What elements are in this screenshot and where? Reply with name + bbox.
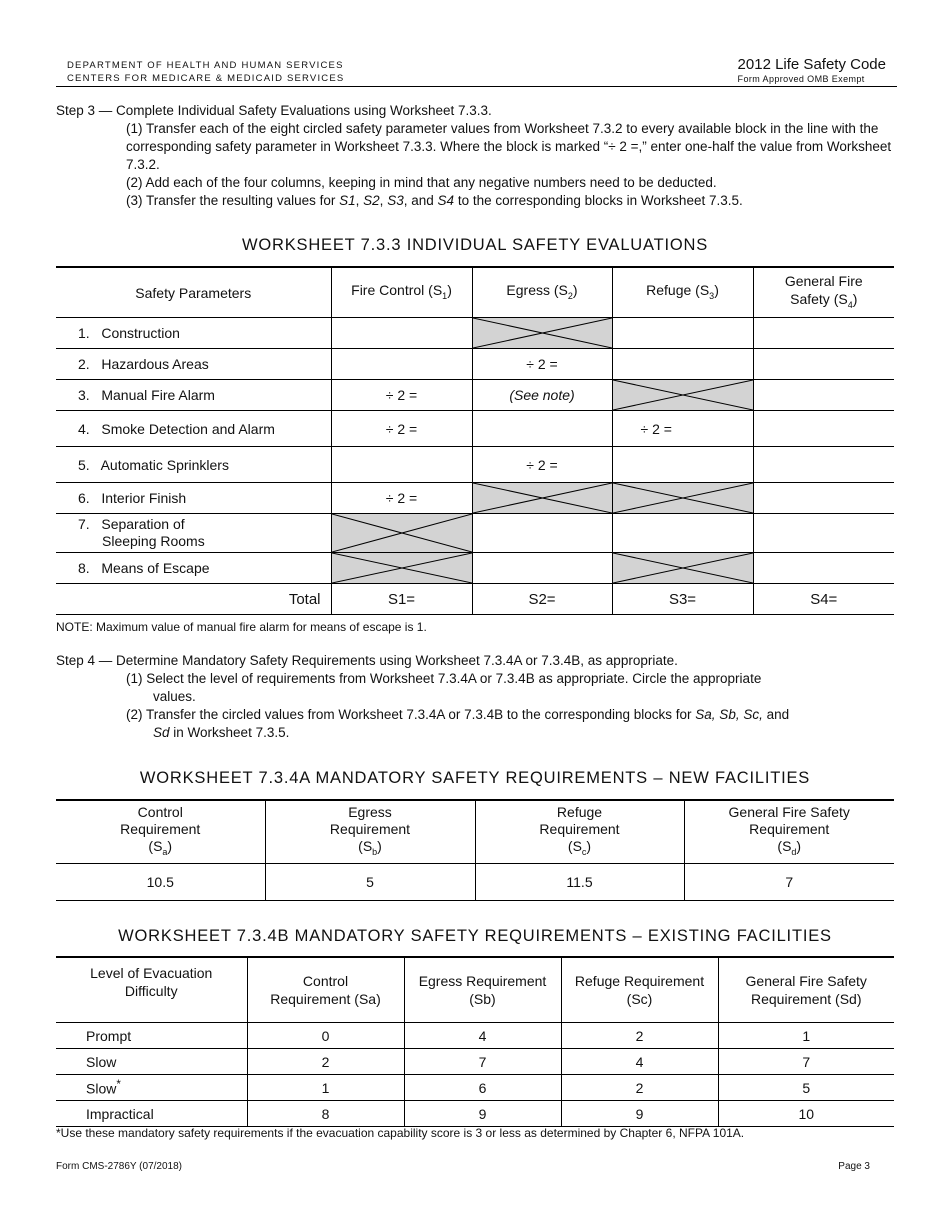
ws734b-table — [56, 956, 894, 1127]
col-general-fire-safety: General Fire Safety $(S_4)$ — [753, 267, 894, 318]
entry-cell[interactable] — [612, 318, 753, 349]
value-sa[interactable]: 8 — [247, 1101, 404, 1127]
entry-cell[interactable] — [331, 349, 472, 380]
value-sb[interactable]: 4 — [404, 1023, 561, 1049]
ws734b-header-row — [56, 957, 894, 1023]
table-row — [56, 864, 894, 901]
step3-intro: Complete Individual Safety Evaluations using Worksheet 7.3.3. — [116, 103, 492, 118]
entry-cell[interactable] — [612, 447, 753, 483]
entry-cell-half[interactable]: ÷ 2 = — [472, 447, 612, 483]
entry-cell-half[interactable]: ÷ 2 = — [331, 380, 472, 411]
step4-intro: Determine Mandatory Safety Requirements using Worksheet 7.3.4A or 7.3.4B, as appropriate. — [116, 653, 678, 668]
value-sd[interactable]: 10 — [718, 1101, 894, 1127]
value-sd[interactable]: 5 — [718, 1075, 894, 1101]
table-row — [56, 349, 894, 380]
value-sb[interactable]: 5 — [265, 864, 475, 901]
value-sc[interactable]: 4 — [561, 1049, 718, 1075]
parameter-label: 7. Separation of Sleeping Rooms — [56, 514, 331, 553]
step3-item3: (3) Transfer the resulting values for S1, S2, S3, and S4 to the corresponding blocks in Worksheet 7.3.5. — [126, 193, 743, 208]
ws733-note: NOTE: Maximum value of manual fire alarm for means of escape is 1. — [56, 620, 427, 634]
entry-cell-half[interactable]: ÷ 2 = — [472, 349, 612, 380]
value-sc[interactable]: 9 — [561, 1101, 718, 1127]
entry-cell[interactable] — [753, 380, 894, 411]
parameter-label: 2. Hazardous Areas — [56, 349, 331, 380]
step3-label: Step 3 — — [56, 103, 113, 118]
col-evacuation-difficulty: Level of Evacuation Difficulty — [56, 957, 247, 1023]
entry-cell[interactable] — [331, 318, 472, 349]
parameter-label: 5. Automatic Sprinklers — [56, 447, 331, 483]
step4-item1: (1) Select the level of requirements from Worksheet 7.3.4A or 7.3.4B as appropriate. Circle the appropriate — [126, 671, 762, 686]
total-s3[interactable]: S3= — [612, 584, 753, 615]
see-note-cell[interactable]: (See note) — [472, 380, 612, 411]
blocked-cell — [612, 380, 753, 411]
entry-cell[interactable] — [331, 447, 472, 483]
ws734b-footnote: *Use these mandatory safety requirements if the evacuation capability score is 3 or less as determined by Chapter 6, NFPA 101A. — [56, 1126, 745, 1140]
doc-header — [738, 56, 886, 84]
total-row — [56, 584, 894, 615]
value-sa[interactable]: 0 — [247, 1023, 404, 1049]
table-row — [56, 483, 894, 514]
table-row — [56, 318, 894, 349]
value-sb[interactable]: 9 — [404, 1101, 561, 1127]
table-row — [56, 1101, 894, 1127]
entry-cell[interactable] — [472, 553, 612, 584]
value-sc[interactable]: 2 — [561, 1075, 718, 1101]
table-row — [56, 514, 894, 553]
level-slow: Slow — [56, 1049, 247, 1075]
header-rule — [56, 86, 897, 87]
blocked-cell — [331, 553, 472, 584]
col-general-fire-safety-requirement: General Fire Safety Requirement $(S_d)$ — [684, 800, 894, 864]
entry-cell[interactable] — [612, 514, 753, 553]
blocked-cell — [612, 553, 753, 584]
col-egress: Egress $(S_2)$ — [472, 267, 612, 318]
value-sd[interactable]: 7 — [684, 864, 894, 901]
level-slow-starred: Slow* — [56, 1075, 247, 1101]
ws733-header-row — [56, 267, 894, 318]
agency-header — [67, 59, 344, 85]
col-control-requirement: Control Requirement $(S_a)$ — [56, 800, 265, 864]
ws734a-header-row — [56, 800, 894, 864]
entry-cell[interactable] — [753, 553, 894, 584]
entry-cell-half[interactable]: ÷ 2 = — [331, 411, 472, 447]
value-sa[interactable]: 2 — [247, 1049, 404, 1075]
ws734b-title: WORKSHEET 7.3.4B MANDATORY SAFETY REQUIREMENTS – EXISTING FACILITIES — [118, 927, 832, 945]
value-sa[interactable]: 10.5 — [56, 864, 265, 901]
blocked-cell — [472, 483, 612, 514]
col-control-requirement: Control Requirement (Sa) — [247, 957, 404, 1023]
cms-name: CENTERS FOR MEDICARE & MEDICAID SERVICES — [67, 73, 345, 84]
ws734a-table — [56, 799, 894, 901]
entry-cell[interactable] — [472, 411, 612, 447]
col-egress-requirement: Egress Requirement $(S_b)$ — [265, 800, 475, 864]
entry-cell[interactable] — [753, 411, 894, 447]
value-sd[interactable]: 7 — [718, 1049, 894, 1075]
table-row — [56, 553, 894, 584]
ws734a-title: WORKSHEET 7.3.4A MANDATORY SAFETY REQUIREMENTS – NEW FACILITIES — [139, 769, 811, 787]
step4-label: Step 4 — — [56, 653, 113, 668]
total-s2[interactable]: S2= — [472, 584, 612, 615]
entry-cell[interactable] — [753, 514, 894, 553]
col-egress-requirement: Egress Requirement (Sb) — [404, 957, 561, 1023]
entry-cell[interactable] — [472, 514, 612, 553]
omb-status: Form Approved OMB Exempt — [737, 74, 865, 84]
entry-cell[interactable] — [612, 349, 753, 380]
parameter-label: 3. Manual Fire Alarm — [56, 380, 331, 411]
blocked-cell — [612, 483, 753, 514]
col-fire-control: Fire Control $(S_1)$ — [331, 267, 472, 318]
dept-name: DEPARTMENT OF HEALTH AND HUMAN SERVICES — [67, 60, 344, 71]
value-sb[interactable]: 7 — [404, 1049, 561, 1075]
entry-cell[interactable] — [753, 483, 894, 514]
entry-cell[interactable] — [753, 318, 894, 349]
step3-instructions — [56, 102, 901, 210]
col-refuge-requirement: Refuge Requirement (Sc) — [561, 957, 718, 1023]
value-sa[interactable]: 1 — [247, 1075, 404, 1101]
doc-title: 2012 Life Safety Code — [737, 56, 886, 73]
ws733-title: WORKSHEET 7.3.3 INDIVIDUAL SAFETY EVALUATIONS — [241, 236, 709, 254]
value-sc[interactable]: 2 — [561, 1023, 718, 1049]
blocked-cell — [472, 318, 612, 349]
table-row — [56, 1049, 894, 1075]
blocked-cell — [331, 514, 472, 553]
table-row — [56, 1075, 894, 1101]
step4-item2: (2) Transfer the circled values from Worksheet 7.3.4A or 7.3.4B to the corresponding blocks for Sa, Sb, Sc, and — [126, 707, 790, 722]
table-row — [56, 380, 894, 411]
step3-item2: (2) Add each of the four columns, keeping in mind that any negative numbers need to be deducted. — [126, 175, 717, 190]
table-row — [56, 1023, 894, 1049]
value-sb[interactable]: 6 — [404, 1075, 561, 1101]
total-s1[interactable]: S1= — [331, 584, 472, 615]
entry-cell-half[interactable]: ÷ 2 = — [331, 483, 472, 514]
step4-item1-cont: values. — [153, 689, 196, 704]
page-number: Page 3 — [838, 1161, 870, 1172]
parameter-label: 4. Smoke Detection and Alarm — [56, 411, 331, 447]
table-row — [56, 411, 894, 447]
level-impractical: Impractical — [56, 1101, 247, 1127]
parameter-label: 1. Construction — [56, 318, 331, 349]
total-s4[interactable]: S4= — [753, 584, 894, 615]
ws733-table — [56, 266, 894, 615]
parameter-label: 8. Means of Escape — [56, 553, 331, 584]
parameter-label: 6. Interior Finish — [56, 483, 331, 514]
col-safety-parameters: Safety Parameters — [56, 267, 331, 318]
value-sd[interactable]: 1 — [718, 1023, 894, 1049]
total-label: Total — [56, 584, 331, 615]
value-sc[interactable]: 11.5 — [475, 864, 684, 901]
step4-instructions — [56, 652, 901, 742]
col-refuge-requirement: Refuge Requirement $(S_c)$ — [475, 800, 684, 864]
entry-cell[interactable] — [753, 447, 894, 483]
col-refuge: Refuge $(S_3)$ — [612, 267, 753, 318]
entry-cell-half[interactable]: ÷ 2 = — [612, 411, 753, 447]
col-general-fire-safety-requirement: General Fire Safety Requirement (Sd) — [718, 957, 894, 1023]
level-prompt: Prompt — [56, 1023, 247, 1049]
step4-item2-cont: Sd in Worksheet 7.3.5. — [153, 725, 290, 740]
form-number: Form CMS-2786Y (07/2018) — [56, 1161, 182, 1172]
table-row — [56, 447, 894, 483]
step3-item1: (1) Transfer each of the eight circled safety parameter values from Worksheet 7.3.2 to every available block in the line with the corresponding safety parameter in Worksheet 7.3.3. Where the block is marked “÷ 2 =,” enter one-half the value from Worksheet 7.3.2. — [126, 121, 892, 172]
entry-cell[interactable] — [753, 349, 894, 380]
